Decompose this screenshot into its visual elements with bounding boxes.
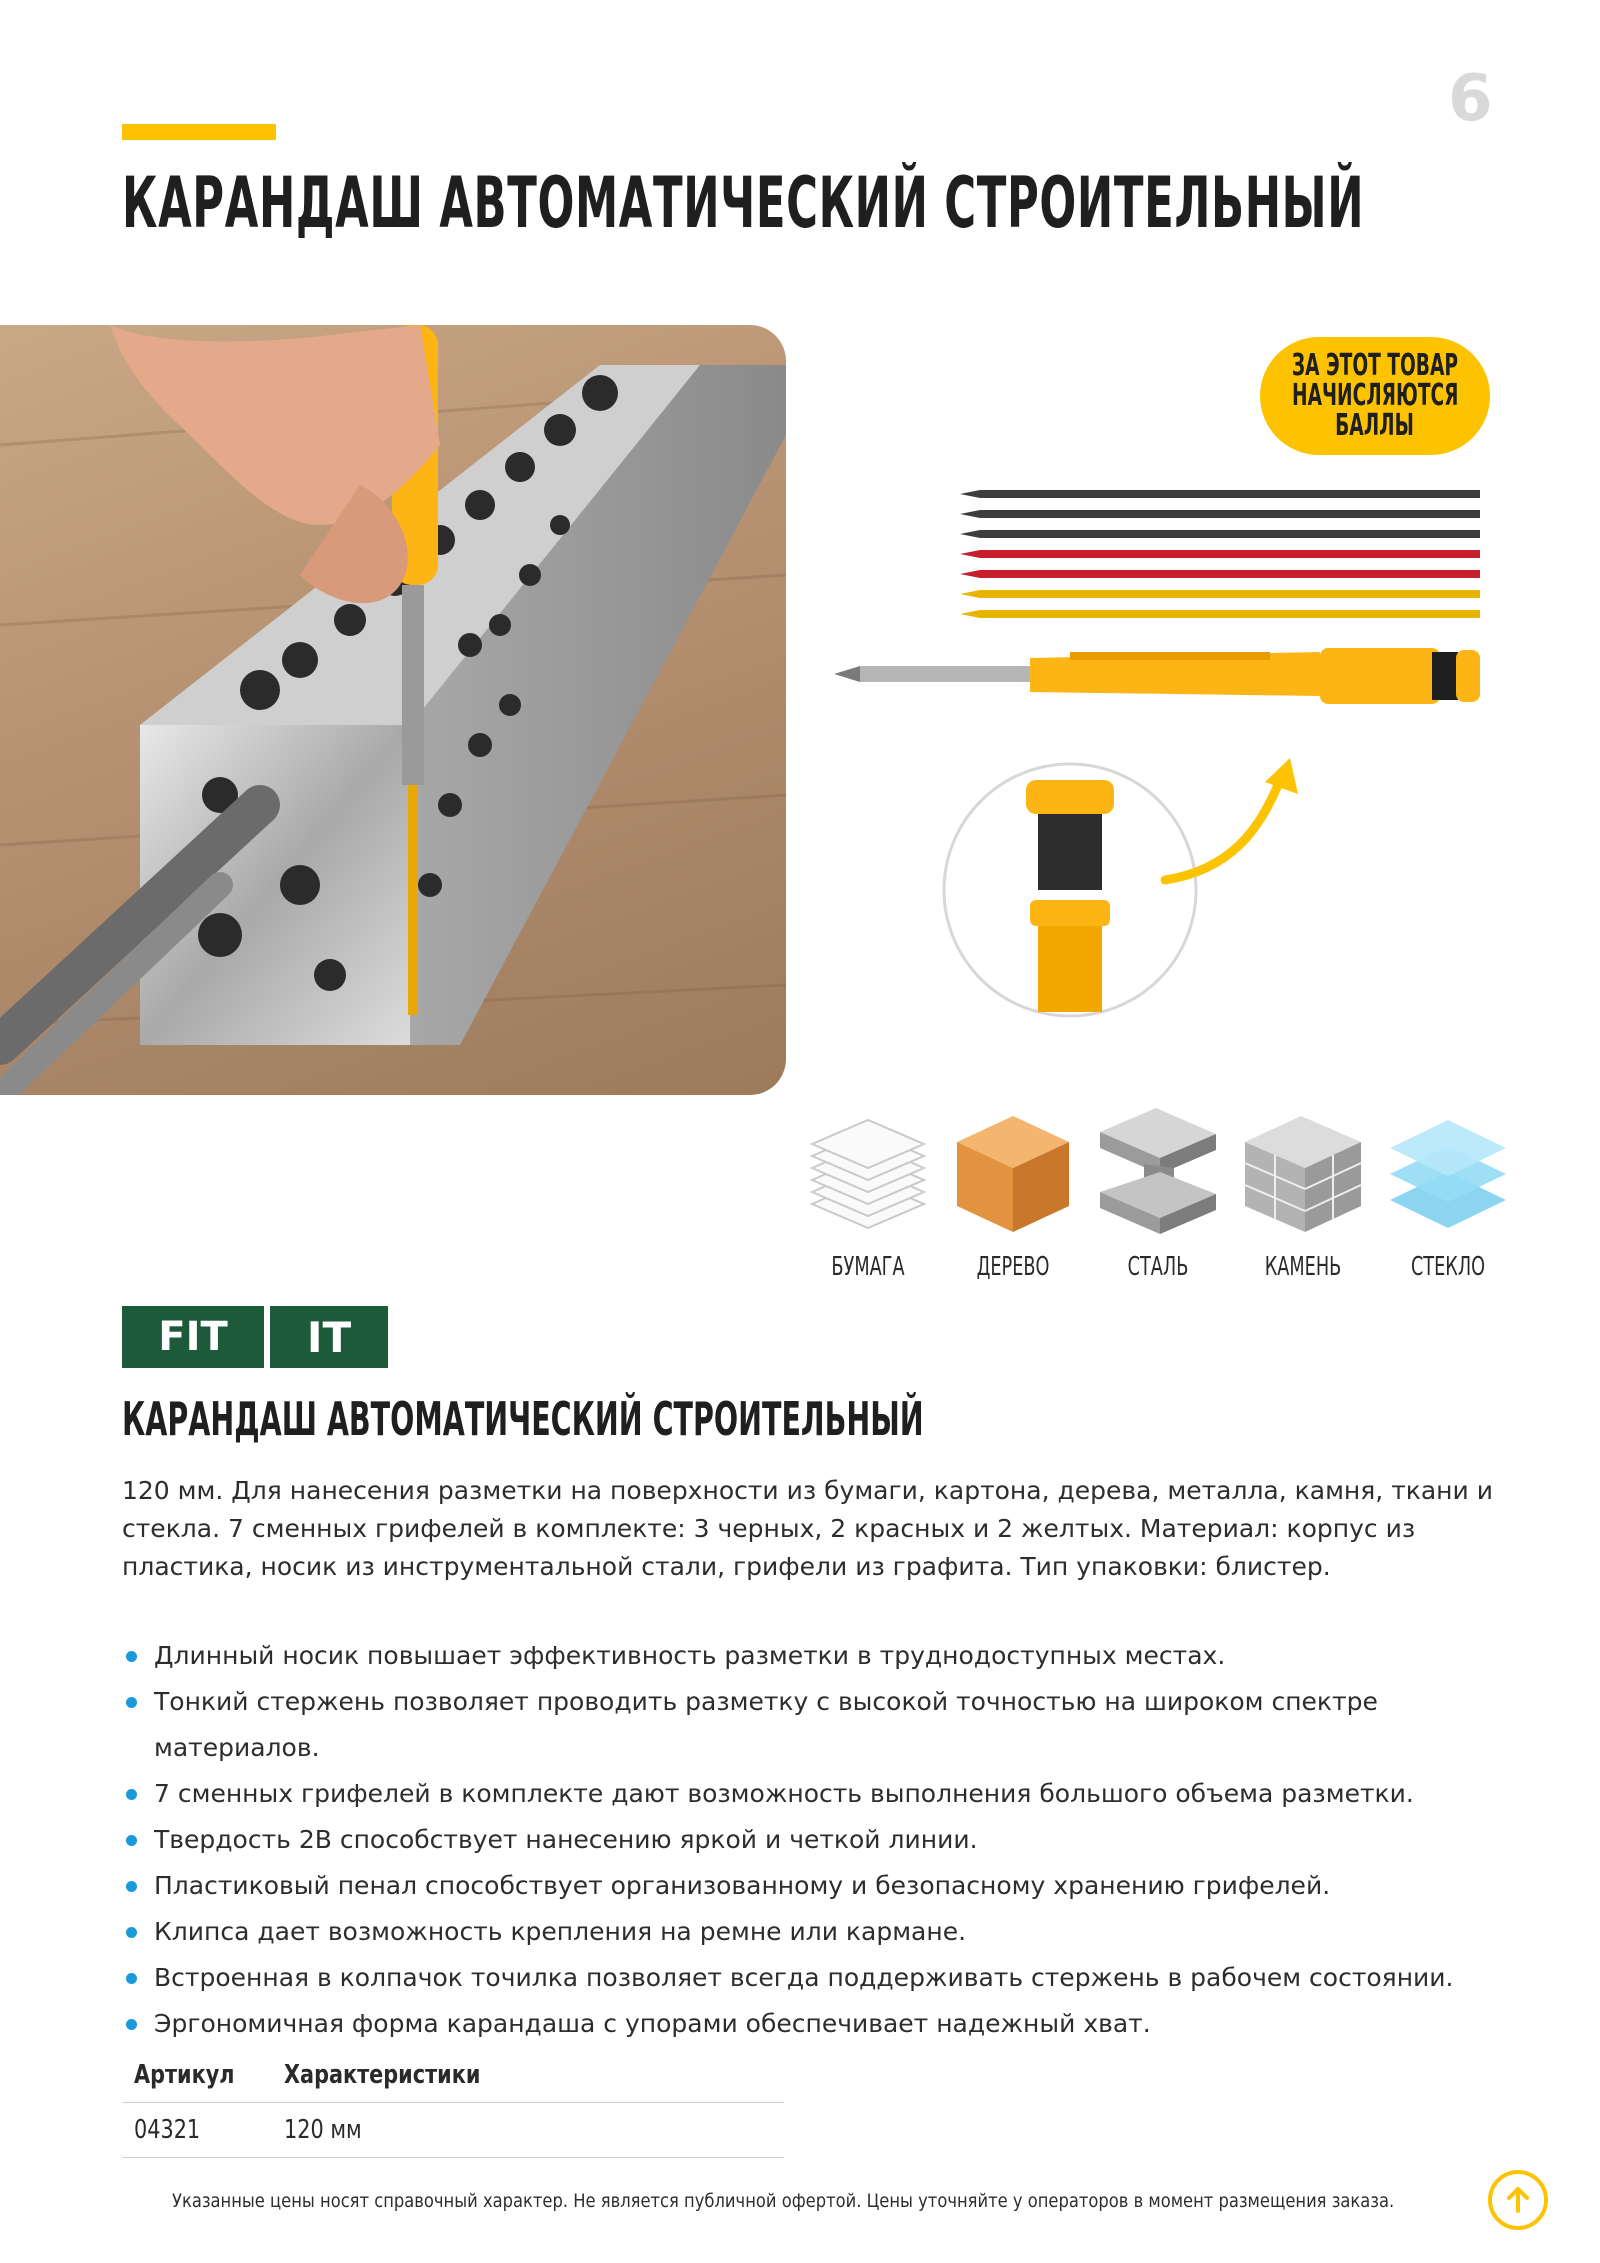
material-label: КАМЕНЬ [1264,1252,1342,1282]
table-header-row [122,2048,784,2103]
fit-logo: FIT [122,1306,264,1368]
arrow-head-icon [1265,758,1298,794]
bullet-icon [126,2019,137,2030]
material-stone [1238,1108,1368,1282]
lead-refills [960,490,1480,618]
bullet-icon [126,1927,137,1938]
photo-illustration [0,325,786,1095]
bullet-icon [126,1973,137,1984]
material-label: ДЕРЕВО [976,1252,1050,1282]
wood-icon [949,1108,1077,1236]
bullet-icon [126,1651,137,1662]
list-item: Эргономичная форма карандаша с упорами обеспечивает надежный хват. [122,2001,1522,2047]
list-item: Пластиковый пенал способствует организованному и безопасному хранению грифелей. [122,1863,1522,1909]
arrow-up-icon [1503,2185,1533,2215]
list-item: Длинный носик повышает эффективность разметки в труднодоступных местах. [122,1633,1522,1679]
paper-icon [804,1108,932,1236]
sharpener-detail [944,764,1196,1016]
list-item: Твердость 2B способствует нанесению яркой и четкой линии. [122,1817,1522,1863]
bullet-icon [126,1697,137,1708]
scroll-up-button[interactable] [1488,2170,1548,2230]
list-item: Тонкий стержень позволяет проводить разметку с высокой точностью на широком спектре материалов. [122,1679,1522,1771]
glass-icon [1384,1108,1512,1236]
product-photo [0,325,786,1095]
table-row [122,2103,784,2158]
product-title: КАРАНДАШ АВТОМАТИЧЕСКИЙ СТРОИТЕЛЬНЫЙ [122,1392,924,1446]
cell-characteristics: 120 мм [272,2103,784,2158]
page-number: 6 [1448,62,1493,136]
spec-table [122,2048,784,2158]
list-item: Клипса дает возможность крепления на ремне или кармане. [122,1909,1522,1955]
product-illustration [820,470,1500,1030]
points-badge-line: НАЧИСЛЯЮТСЯ [1291,378,1459,413]
points-badge-line: ЗА ЭТОТ ТОВАР [1291,348,1459,383]
material-steel [1093,1108,1223,1282]
material-glass [1383,1108,1513,1282]
brand-logos [122,1306,388,1368]
feature-list [122,1633,1522,2047]
it-logo: IT [270,1306,388,1368]
product-description: 120 мм. Для нанесения разметки на поверхности из бумаги, картона, дерева, металла, камня, ткани и стекла. 7 сменных грифелей в комплекте: 3 черных, 2 красных и 2 желтых. Материал: корпус из пластика, носик из инструментальной стали, грифели из графита. Тип упаковки: блистер. [122,1476,1493,1581]
column-header-characteristics: Характеристики [272,2048,784,2103]
list-item: 7 сменных грифелей в комплекте дают возможность выполнения большого объема разметки. [122,1771,1522,1817]
points-badge-line: БАЛЛЫ [1335,408,1415,443]
disclaimer: Указанные цены носят справочный характер. Не является публичной офертой. Цены уточняйте у операторов в момент размещения заказа. [172,2190,1395,2212]
material-label: СТЕКЛО [1410,1252,1486,1282]
points-badge [1260,337,1490,455]
list-item: Встроенная в колпачок точилка позволяет всегда поддерживать стержень в рабочем состоянии. [122,1955,1522,2001]
page-title: КАРАНДАШ АВТОМАТИЧЕСКИЙ СТРОИТЕЛЬНЫЙ [122,162,1365,244]
bullet-icon [126,1789,137,1800]
bullet-icon [126,1881,137,1892]
material-wood [948,1108,1078,1282]
cell-article: 04321 [122,2103,272,2158]
material-label: БУМАГА [831,1252,905,1282]
bullet-icon [126,1835,137,1846]
accent-bar [122,124,276,140]
steel-beam-icon [1094,1108,1222,1236]
material-label: СТАЛЬ [1127,1252,1189,1282]
column-header-article: Артикул [122,2048,272,2103]
stone-blocks-icon [1239,1108,1367,1236]
pencil [834,648,1480,704]
material-paper [803,1108,933,1282]
